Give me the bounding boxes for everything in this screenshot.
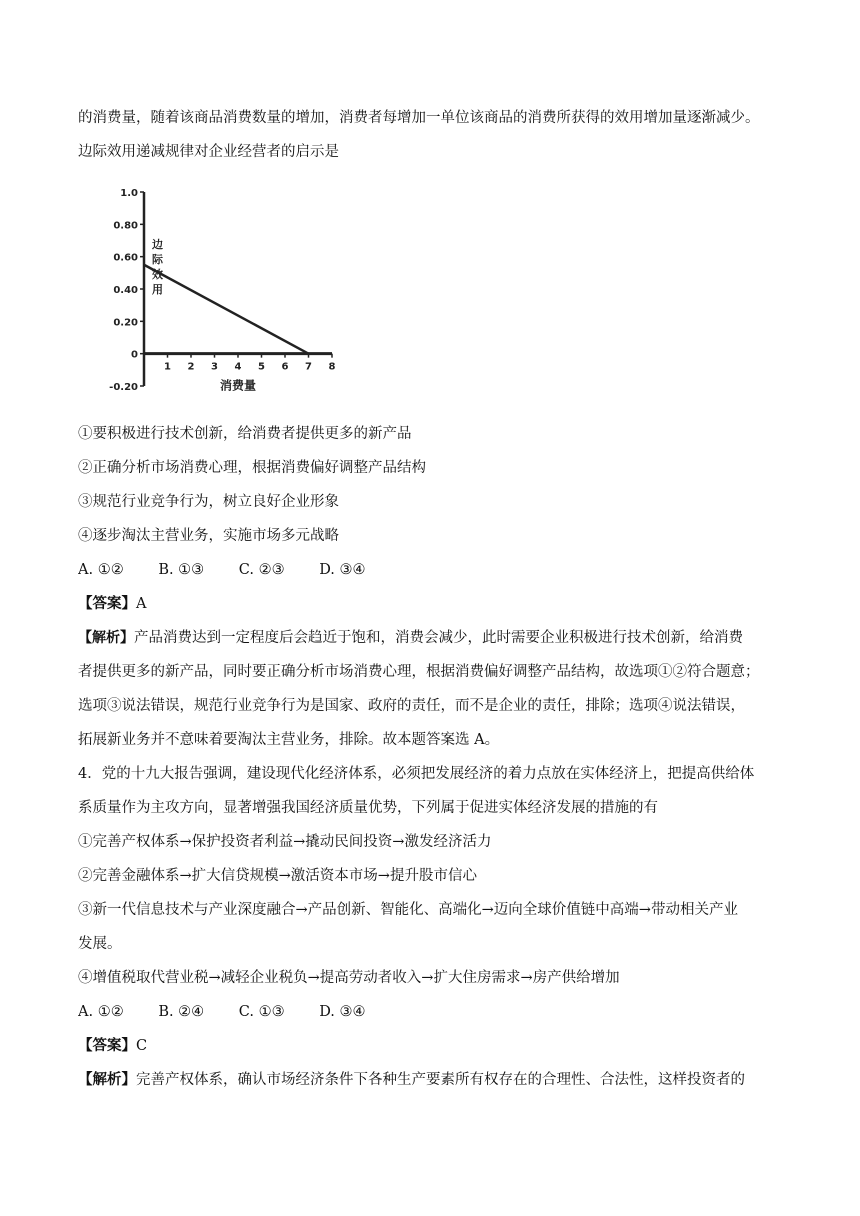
q3-answer	[78, 594, 790, 614]
q4-analysis-text: 完善产权体系，确认市场经济条件下各种生产要素所有权存在的合理性、合法性，这样投资者的	[136, 1072, 745, 1088]
q3-choice-a: A. ①②	[78, 562, 124, 578]
y-tick-label: 0	[131, 349, 138, 361]
q4-analysis-label: 【解析】	[78, 1071, 136, 1088]
x-tick-label: 1	[164, 361, 171, 373]
q4-option-1: ①完善产权体系→保护投资者利益→撬动民间投资→激发经济活力	[78, 834, 492, 850]
q3-analysis-text-1: 产品消费达到一定程度后会趋近于饱和，消费会减少，此时需要企业积极进行技术创新，给消费	[134, 630, 743, 646]
q3-choice-c: C. ②③	[238, 562, 285, 578]
q3-option-2: ②正确分析市场消费心理，根据消费偏好调整产品结构	[78, 460, 426, 476]
x-tick-label: 4	[234, 361, 242, 373]
q4-option-3-cont: 发展。	[78, 936, 122, 952]
y-axis-label-char: 际	[152, 253, 163, 266]
marginal-utility-chart	[100, 178, 340, 410]
x-tick-label: 6	[281, 361, 289, 373]
y-axis-label-char: 效	[152, 268, 163, 281]
q4-answer	[78, 1036, 790, 1056]
x-tick-label: 8	[328, 361, 336, 373]
q4-option-2: ②完善金融体系→扩大信贷规模→激活资本市场→提升股市信心	[78, 868, 477, 884]
x-axis-label: 消费量	[219, 378, 257, 393]
q3-choice-d: D. ③④	[319, 562, 366, 578]
q4-choice-a: A. ①②	[78, 1004, 124, 1020]
q3-choices	[78, 560, 790, 580]
y-tick-label: 0.20	[113, 317, 138, 329]
q4-choices	[78, 1002, 790, 1022]
y-tick-label: 0.80	[113, 220, 138, 232]
q4-choice-c: C. ①③	[238, 1004, 285, 1020]
q3-option-1: ①要积极进行技术创新，给消费者提供更多的新产品	[78, 426, 412, 442]
q3-option-4: ④逐步淘汰主营业务，实施市场多元战略	[78, 528, 339, 544]
y-tick-label: -0.20	[109, 382, 138, 393]
q4-choice-b: B. ②④	[158, 1004, 205, 1020]
intro-line-1: 的消费量，随着该商品消费数量的增加，消费者每增加一单位该商品的消费所获得的效用增加量逐渐减少。	[78, 110, 760, 126]
q4-answer-label: 【答案】	[78, 1037, 136, 1054]
q3-analysis-label: 【解析】	[78, 630, 134, 646]
q3-answer-label: 【答案】	[78, 595, 136, 612]
x-tick-label: 5	[258, 361, 265, 373]
y-tick-label: 1.0	[120, 188, 138, 199]
q4-stem-line-2: 系质量作为主攻方向，显著增强我国经济质量优势，下列属于促进实体经济发展的措施的有	[78, 800, 658, 816]
q3-answer-value: A	[136, 596, 147, 612]
y-tick-label: 0.40	[113, 285, 138, 296]
y-axis-label-char: 用	[152, 283, 163, 296]
q3-option-3: ③规范行业竞争行为，树立良好企业形象	[78, 494, 339, 510]
utility-line	[144, 265, 309, 354]
q4-analysis	[78, 1070, 790, 1090]
q4-answer-value: C	[136, 1038, 148, 1054]
x-tick-label: 2	[187, 361, 195, 373]
q3-analysis-line-1	[78, 628, 790, 648]
q4-option-3: ③新一代信息技术与产业深度融合→产品创新、智能化、高端化→迈向全球价值链中高端→带动相关产业	[78, 902, 738, 918]
q4-stem-line-1: 4．党的十九大报告强调，建设现代化经济体系，必须把发展经济的着力点放在实体经济上，把提高供给体	[78, 766, 755, 782]
q4-choice-d: D. ③④	[319, 1004, 366, 1020]
y-axis-label-char: 边	[152, 238, 163, 251]
y-tick-label: 0.60	[113, 252, 138, 264]
q3-analysis-line-3: 选项③说法错误，规范行业竞争行为是国家、政府的责任，而不是企业的责任，排除；选项④说法错误，	[78, 698, 745, 714]
x-tick-label: 3	[211, 361, 218, 373]
q3-analysis-line-4: 拓展新业务并不意味着要淘汰主营业务，排除。故本题答案选 A。	[78, 732, 500, 748]
intro-line-2: 边际效用递减规律对企业经营者的启示是	[78, 144, 339, 160]
x-tick-label: 7	[305, 361, 312, 373]
q3-analysis-line-2: 者提供更多的新产品，同时要正确分析市场消费心理，根据消费偏好调整产品结构，故选项①②符合题意；	[78, 664, 760, 680]
q3-choice-b: B. ①③	[158, 562, 205, 578]
q4-option-4: ④增值税取代营业税→减轻企业税负→提高劳动者收入→扩大住房需求→房产供给增加	[78, 970, 620, 986]
